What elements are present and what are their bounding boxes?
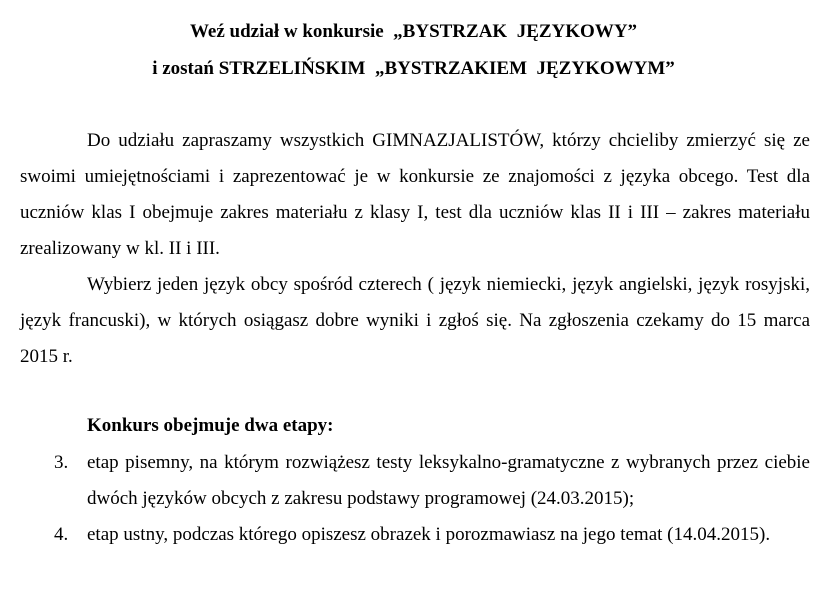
paragraph-language-choice: Wybierz jeden język obcy spośród czterech ( język niemiecki, język angielski, język rosyjski, język francuski), w których osiągasz dobre wyniki i zgłoś się. Na zgłoszenia czekamy do 15 marca 2015 r.	[20, 274, 810, 367]
list-item-number: 4.	[54, 524, 69, 545]
stages-title: Konkurs obejmuje dwa etapy:	[87, 415, 334, 436]
list-item-number: 3.	[54, 452, 69, 473]
list-item-text: etap pisemny, na którym rozwiążesz testy leksykalno-gramatyczne z wybranych przez ciebie dwóch języków obcych z zakresu podstawy programowej (24.03.2015);	[87, 452, 810, 509]
heading-line-1: Weź udział w konkursie „BYSTRZAK JĘZYKOWY”	[189, 21, 638, 42]
heading-line-2: i zostań STRZELIŃSKIM „BYSTRZAKIEM JĘZYKOWYM”	[152, 58, 675, 79]
list-item-text: etap ustny, podczas którego opiszesz obrazek i porozmawiasz na jego temat (14.04.2015).	[87, 524, 771, 545]
paragraph-invitation: Do udziału zapraszamy wszystkich GIMNAZJALISTÓW, którzy chcieliby zmierzyć się ze swoimi umiejętnościami i zaprezentować je w konkursie ze znajomości z języka obcego. Test dla uczniów klas I obejmuje zakres materiału z klasy I, test dla uczniów klas II i III – zakres materiału zrealizowany w kl. II i III.	[20, 130, 810, 259]
